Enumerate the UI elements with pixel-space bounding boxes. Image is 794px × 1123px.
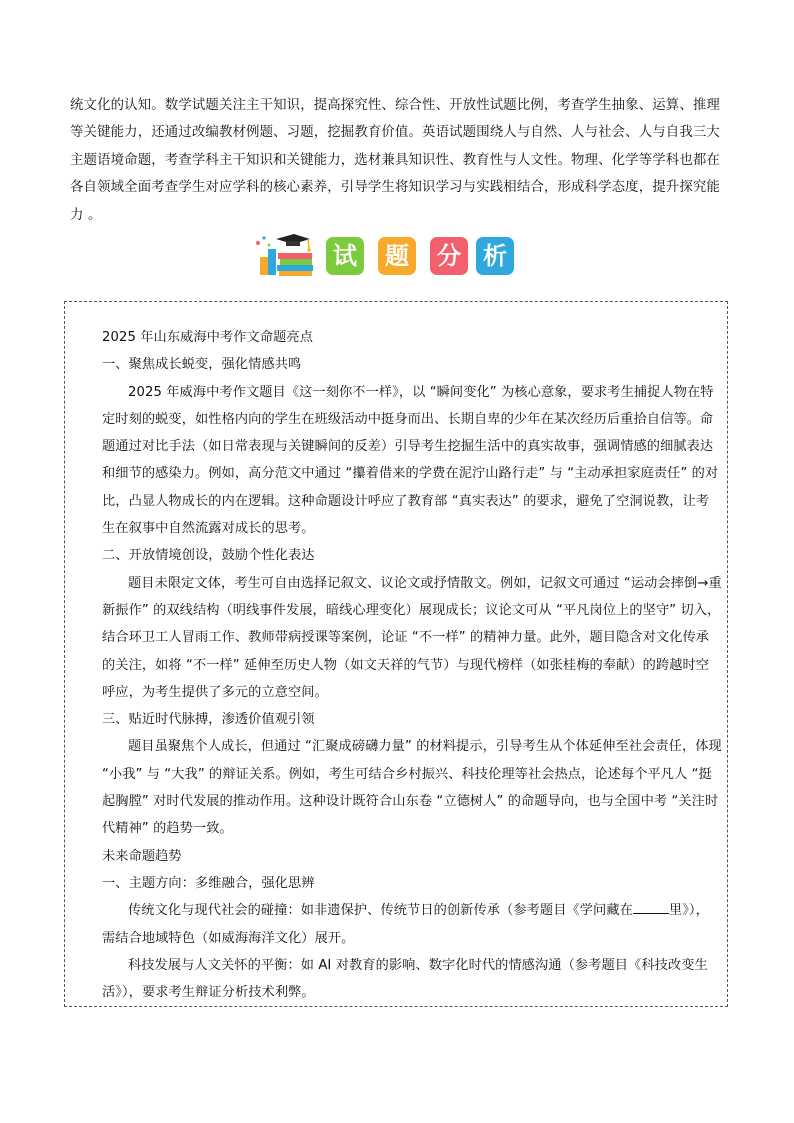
intro-paragraph bbox=[70, 92, 730, 229]
analysis-title: 2025 年山东威海中考作文命题亮点 bbox=[102, 330, 313, 345]
trend-paragraph-1-start: 传统文化与现代社会的碰撞：如非遗保护、传统节日的创新传承（参考题目《学问藏在 bbox=[128, 903, 633, 919]
analysis-content bbox=[102, 324, 722, 1006]
trend-paragraph-2: 科技发展与人文关怀的平衡：如 AI 对教育的影响、数字化时代的情感沟通（参考题目《科技改变生活》），要求考生辩证分析技术利弊。 bbox=[102, 957, 708, 1001]
trend-paragraph-1 bbox=[102, 897, 722, 952]
analysis-box bbox=[64, 301, 728, 1007]
section-heading-1: 一、聚焦成长蜕变，强化情感共鸣 bbox=[102, 357, 302, 373]
trend-paragraph-1-end: 里》），需结合地域特色（如威海海洋文化）展开。 bbox=[102, 903, 709, 946]
trend-heading-1: 一、主题方向：多维融合，强化思辨 bbox=[102, 875, 315, 891]
banner-tile-4: 析 bbox=[476, 237, 514, 275]
books-graduation-cap-icon bbox=[254, 233, 316, 277]
section-paragraph-3: 题目虽聚焦个人成长，但通过 “汇聚成磅礴力量” 的材料提示，引导考生从个体延伸至社会责任，体现 “小我” 与 “大我” 的辩证关系。例如，考生可结合乡村振兴、科技伦理等社会热点，论述每个平凡人 “挺起胸膛” 对时代发展的推动作用。这种设计既符合山东卷 “立德树人” 的命题导向，也与全国中考 “关注时代精神” 的趋势一致。 bbox=[102, 739, 722, 837]
banner-tile-3: 分 bbox=[430, 237, 468, 275]
section-heading-3: 三、贴近时代脉搏，渗透价值观引领 bbox=[102, 712, 315, 728]
fill-in-blank bbox=[633, 901, 669, 914]
section-heading-2: 二、开放情境创设，鼓励个性化表达 bbox=[102, 548, 315, 564]
banner-tile-1: 试 bbox=[326, 237, 364, 275]
intro-text: 统文化的认知。数学试题关注主干知识，提高探究性、综合性、开放性试题比例，考查学生抽象、运算、推理等关键能力，还通过改编教材例题、习题，挖掘教育价值。英语试题围绕人与自然、人与社会、人与自我三大主题语境命题，考查学科主干知识和关键能力，选材兼具知识性、教育性与人文性。物理、化学等学科也都在各自领域全面考查学生对应学科的核心素养，引导学生将知识学习与实践相结合，形成科学态度，提升探究能力 。 bbox=[70, 98, 720, 223]
trend-title: 未来命题趋势 bbox=[102, 848, 182, 864]
section-banner bbox=[254, 233, 524, 277]
section-paragraph-2: 题目未限定文体，考生可自由选择记叙文、议论文或抒情散文。例如，记叙文可通过 “运动会摔倒→重新振作” 的双线结构（明线事件发展，暗线心理变化）展现成长；议论文可从 “平凡岗位上的坚守” 切入，结合环卫工人冒雨工作、教师带病授课等案例，论证 “不一样” 的精神力量。此外，题目隐含对文化传承的关注，如将 “不一样” 延伸至历史人物（如文天祥的气节）与现代榜样（如张桂梅的奉献）的跨越时空呼应，为考生提供了多元的立意空间。 bbox=[102, 575, 722, 700]
banner-tile-2: 题 bbox=[378, 237, 416, 275]
section-paragraph-1: 2025 年威海中考作文题目《这一刻你不一样》，以 “瞬间变化” 为核心意象，要求考生捕捉人物在特定时刻的蜕变，如性格内向的学生在班级活动中挺身而出、长期自卑的少年在某次经历后重拾自信等。命题通过对比手法（如日常表现与关键瞬间的反差）引导考生挖掘生活中的真实故事，强调情感的细腻表达和细节的感染力。例如，高分范文中通过 “攥着借来的学费在泥泞山路行走” 与 “主动承担家庭责任” 的对比，凸显人物成长的内在逻辑。这种命题设计呼应了教育部 “真实表达” 的要求，避免了空洞说教，让考生在叙事中自然流露对成长的思考。 bbox=[102, 384, 719, 537]
